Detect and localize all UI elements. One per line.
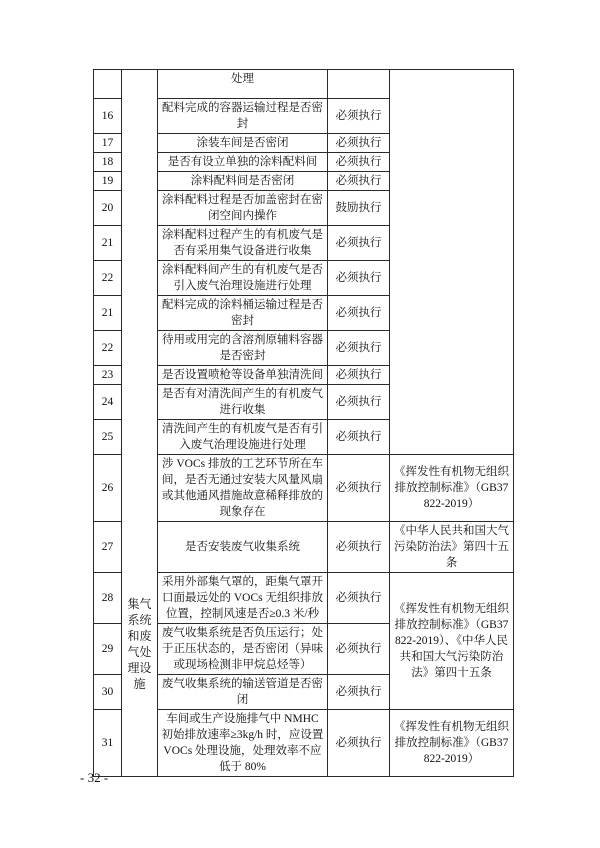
requirement-cell: 必须执行 bbox=[328, 134, 390, 153]
item-cell: 废气收集系统的输送管道是否密闭 bbox=[158, 675, 328, 710]
table-row bbox=[94, 70, 514, 99]
row-number-cell: 27 bbox=[94, 522, 122, 573]
row-number-cell: 26 bbox=[94, 455, 122, 522]
item-cell: 涂料配料间是否密闭 bbox=[158, 172, 328, 191]
requirement-cell: 必须执行 bbox=[328, 296, 390, 331]
category-cell bbox=[122, 70, 158, 777]
reference-cell bbox=[390, 70, 514, 455]
row-number-cell: 22 bbox=[94, 261, 122, 296]
item-cell: 废气收集系统是否负压运行；处于正压状态的，是否密闭（异味或现场检测非甲烷总烃等） bbox=[158, 624, 328, 675]
reference-cell: 《挥发性有机物无组织排放控制标准》（GB37822-2019） bbox=[390, 455, 514, 522]
requirement-cell: 必须执行 bbox=[328, 522, 390, 573]
requirement-cell: 必须执行 bbox=[328, 99, 390, 134]
item-cell: 涉 VOCs 排放的工艺环节所在车间，是否无通过安装大风量风扇或其他通风措施故意稀释排放的现象存在 bbox=[158, 455, 328, 522]
item-cell: 处理 bbox=[158, 70, 328, 99]
row-number-cell: 20 bbox=[94, 191, 122, 226]
requirement-cell: 必须执行 bbox=[328, 420, 390, 455]
requirement-cell: 必须执行 bbox=[328, 710, 390, 777]
requirement-cell: 必须执行 bbox=[328, 624, 390, 675]
row-number-cell: 23 bbox=[94, 366, 122, 385]
requirement-cell: 必须执行 bbox=[328, 675, 390, 710]
requirement-cell: 必须执行 bbox=[328, 366, 390, 385]
item-cell: 涂料配料过程产生的有机废气是否有采用集气设备进行收集 bbox=[158, 226, 328, 261]
requirement-cell: 鼓励执行 bbox=[328, 191, 390, 226]
row-number-cell: 29 bbox=[94, 624, 122, 675]
row-number-cell: 28 bbox=[94, 573, 122, 624]
row-number-cell: 21 bbox=[94, 296, 122, 331]
requirement-cell: 必须执行 bbox=[328, 331, 390, 366]
reference-cell: 《挥发性有机物无组织排放控制标准》（GB37822-2019） bbox=[390, 710, 514, 777]
row-number-cell: 16 bbox=[94, 99, 122, 134]
row-number-cell: 30 bbox=[94, 675, 122, 710]
item-cell: 是否有对清洗间产生的有机废气进行收集 bbox=[158, 385, 328, 420]
item-cell: 待用或用完的含溶剂原辅料容器是否密封 bbox=[158, 331, 328, 366]
requirement-cell bbox=[328, 70, 390, 99]
row-number-cell: 17 bbox=[94, 134, 122, 153]
requirement-cell: 必须执行 bbox=[328, 153, 390, 172]
row-number-cell: 18 bbox=[94, 153, 122, 172]
requirement-cell: 必须执行 bbox=[328, 261, 390, 296]
requirement-cell: 必须执行 bbox=[328, 573, 390, 624]
row-number-cell bbox=[94, 70, 122, 99]
row-number-cell: 25 bbox=[94, 420, 122, 455]
row-number-cell: 19 bbox=[94, 172, 122, 191]
requirement-cell: 必须执行 bbox=[328, 455, 390, 522]
row-number-cell: 21 bbox=[94, 226, 122, 261]
requirement-cell: 必须执行 bbox=[328, 226, 390, 261]
requirement-cell: 必须执行 bbox=[328, 385, 390, 420]
row-number-cell: 31 bbox=[94, 710, 122, 777]
row-number-cell: 22 bbox=[94, 331, 122, 366]
item-cell: 是否有设立单独的涂料配料间 bbox=[158, 153, 328, 172]
item-cell: 涂料配料间产生的有机废气是否引入废气治理设施进行处理 bbox=[158, 261, 328, 296]
item-cell: 清洗间产生的有机废气是否有引入废气治理设施进行处理 bbox=[158, 420, 328, 455]
reference-cell: 《中华人民共和国大气污染防治法》第四十五条 bbox=[390, 522, 514, 573]
item-cell: 涂装车间是否密闭 bbox=[158, 134, 328, 153]
item-cell: 配料完成的容器运输过程是否密封 bbox=[158, 99, 328, 134]
row-number-cell: 24 bbox=[94, 385, 122, 420]
page-number: - 32 - bbox=[80, 770, 109, 785]
item-cell: 是否安装废气收集系统 bbox=[158, 522, 328, 573]
item-cell: 车间或生产设施排气中 NMHC 初始排放速率≥3kg/h 时，应设置 VOCs 处理设施，处理效率不应低于 80% bbox=[158, 710, 328, 777]
item-cell: 配料完成的涂料桶运输过程是否密封 bbox=[158, 296, 328, 331]
item-cell: 采用外部集气罩的，距集气罩开口面最远处的 VOCs 无组织排放位置，控制风速是否≥0.3 米/秒 bbox=[158, 573, 328, 624]
reference-cell: 《挥发性有机物无组织排放控制标准》（GB37822-2019）、《中华人民共和国大气污染防治法》第四十五条 bbox=[390, 573, 514, 710]
requirement-cell: 必须执行 bbox=[328, 172, 390, 191]
item-cell: 是否设置喷枪等设备单独清洗间 bbox=[158, 366, 328, 385]
voc-inspection-table bbox=[93, 69, 514, 777]
item-cell: 涂料配料过程是否加盖密封在密闭空间内操作 bbox=[158, 191, 328, 226]
category-label: 集气系统和废气处理设施 bbox=[127, 596, 152, 691]
